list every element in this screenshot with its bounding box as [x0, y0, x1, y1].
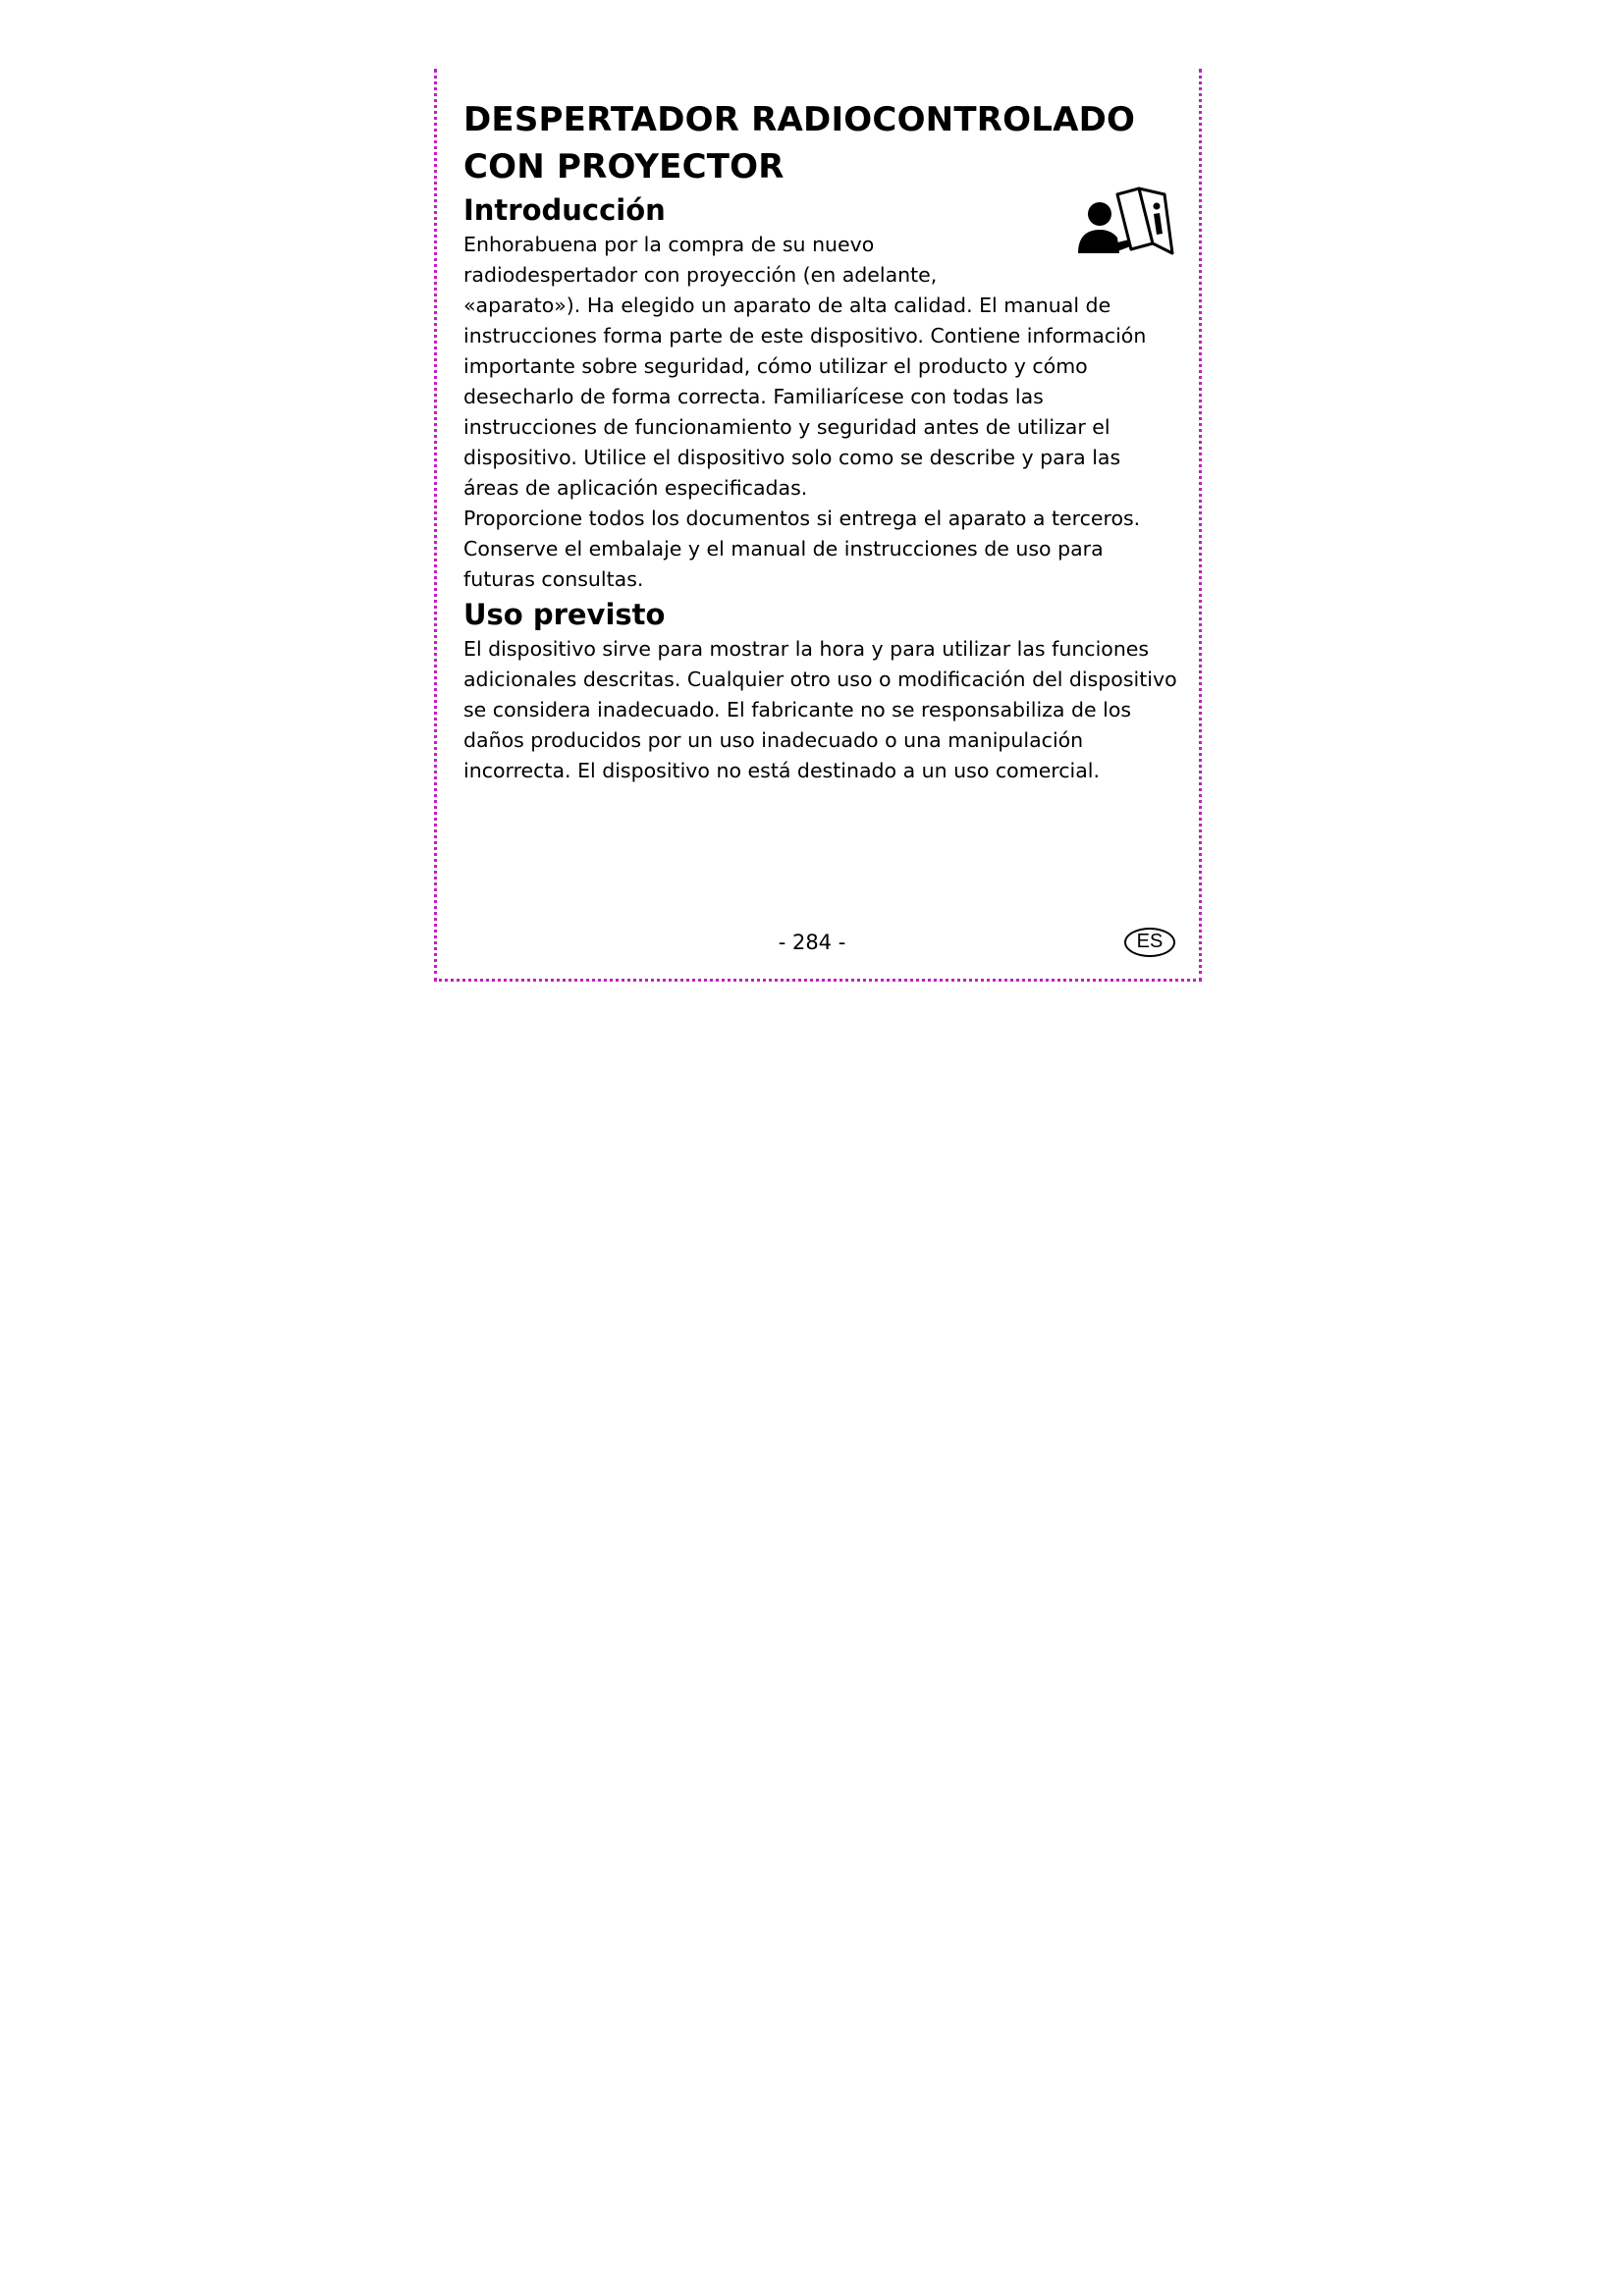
page-content	[463, 96, 1180, 786]
language-badge: ES	[1124, 928, 1175, 957]
page-number: - 284 -	[778, 931, 846, 954]
introduccion-lead: Enhorabuena por la compra de su nuevo radiodespertador con proyección (en adelante,	[463, 233, 938, 287]
introduccion-paragraph-1: «aparato»). Ha elegido un aparato de alta calidad. El manual de instrucciones forma parte de este dispositivo. Contiene información importante sobre seguridad, cómo utilizar el producto y cómo desecharlo de forma correcta. Familiarícese con todas las instrucciones de funcionamiento y seguridad antes de utilizar el dispositivo. Utilice el dispositivo solo como se describe y para las áreas de aplicación especificadas.	[463, 294, 1147, 500]
uso-previsto-paragraph: El dispositivo sirve para mostrar la hora y para utilizar las funciones adicionales descritas. Cualquier otro uso o modificación del dispositivo se considera inadecuado. El fabricante no se responsabiliza de los daños producidos por un uso inadecuado o una manipulación incorrecta. El dispositivo no está destinado a un uso comercial.	[463, 637, 1177, 782]
introduccion-heading: Introducción	[463, 193, 666, 227]
uso-previsto-heading: Uso previsto	[463, 598, 666, 631]
introduccion-paragraph-2: Proporcione todos los documentos si entrega el aparato a terceros. Conserve el embalaje y el manual de instrucciones de uso para futuras consultas.	[463, 507, 1141, 591]
read-manual-icon	[1074, 185, 1180, 259]
page-title: DESPERTADOR RADIOCONTROLADO CON PROYECTOR	[463, 100, 1136, 187]
introduccion-section	[463, 190, 1180, 595]
uso-previsto-section	[463, 595, 1180, 786]
